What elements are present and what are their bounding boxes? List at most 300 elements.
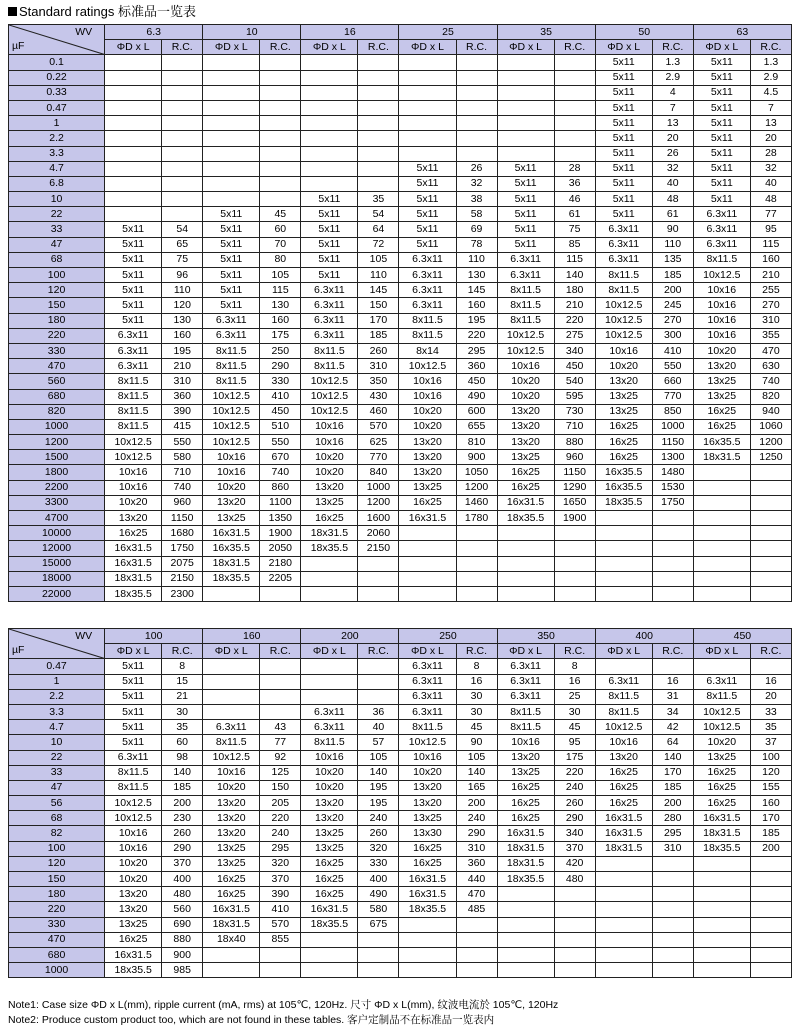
ripple-current-cell	[162, 70, 203, 85]
header-row-columns	[9, 40, 792, 55]
ripple-current-cell: 64	[358, 222, 399, 237]
case-size-cell: 6.3x11	[399, 689, 456, 704]
case-size-cell	[595, 917, 652, 932]
case-size-cell: 5x11	[399, 161, 456, 176]
case-size-cell	[203, 963, 260, 978]
ripple-current-cell	[456, 932, 497, 947]
case-size-cell: 16x25	[693, 765, 750, 780]
ripple-current-cell: 1.3	[750, 55, 791, 70]
ripple-current-cell	[260, 704, 301, 719]
ripple-current-cell: 45	[554, 720, 595, 735]
case-size-cell: 10x12.5	[399, 735, 456, 750]
case-size-cell: 6.3x11	[105, 343, 162, 358]
case-size-cell: 16x25	[105, 932, 162, 947]
case-size-cell	[301, 963, 358, 978]
ripple-current-cell: 200	[162, 796, 203, 811]
case-size-cell: 5x11	[693, 192, 750, 207]
case-size-cell: 13x25	[693, 389, 750, 404]
table-row	[9, 796, 792, 811]
case-size-cell: 6.3x11	[693, 237, 750, 252]
wv-label: WV	[75, 26, 93, 38]
ripple-current-cell	[260, 161, 301, 176]
ripple-current-cell: 655	[456, 419, 497, 434]
ripple-current-cell	[260, 192, 301, 207]
ripple-current-cell: 61	[652, 207, 693, 222]
case-size-cell: 10x16	[693, 313, 750, 328]
ripple-current-cell: 1530	[652, 480, 693, 495]
ripple-current-cell: 240	[358, 811, 399, 826]
case-size-cell: 16x35.5	[203, 541, 260, 556]
case-size-cell: 5x11	[497, 176, 554, 191]
case-size-cell: 8x11.5	[399, 328, 456, 343]
case-size-cell: 6.3x11	[595, 252, 652, 267]
table-row	[9, 947, 792, 962]
table-row	[9, 750, 792, 765]
case-size-cell: 6.3x11	[595, 237, 652, 252]
ripple-current-cell	[456, 146, 497, 161]
capacitance-cell: 820	[9, 404, 105, 419]
case-size-cell: 8x11.5	[497, 298, 554, 313]
ripple-current-cell: 31	[652, 689, 693, 704]
ripple-current-cell	[162, 131, 203, 146]
case-size-cell: 13x25	[203, 511, 260, 526]
case-size-cell: 5x11	[595, 85, 652, 100]
case-size-cell: 5x11	[399, 237, 456, 252]
ripple-current-cell: 72	[358, 237, 399, 252]
ripple-current-cell: 360	[456, 856, 497, 871]
capacitance-cell: 22	[9, 207, 105, 222]
ripple-current-cell: 4.5	[750, 85, 791, 100]
ripple-current-cell: 580	[358, 902, 399, 917]
ripple-current-cell: 45	[456, 720, 497, 735]
ripple-current-cell: 390	[162, 404, 203, 419]
case-size-cell: 10x16	[301, 419, 358, 434]
ripple-current-cell: 1060	[750, 419, 791, 434]
case-size-cell	[595, 659, 652, 674]
ripple-current-cell: 770	[358, 450, 399, 465]
capacitance-cell: 47	[9, 780, 105, 795]
case-size-cell: 13x25	[203, 856, 260, 871]
ripple-current-cell	[358, 161, 399, 176]
ripple-current-cell	[260, 100, 301, 115]
ripple-current-cell: 460	[358, 404, 399, 419]
case-size-cell	[105, 55, 162, 70]
ripple-current-cell: 770	[652, 389, 693, 404]
case-size-cell: 5x11	[595, 70, 652, 85]
capacitance-cell: 150	[9, 872, 105, 887]
case-size-cell: 8x11.5	[301, 359, 358, 374]
ripple-current-cell: 54	[358, 207, 399, 222]
ripple-current-cell: 95	[554, 735, 595, 750]
ripple-current-cell: 300	[652, 328, 693, 343]
ripple-current-cell: 40	[358, 720, 399, 735]
case-size-cell: 13x20	[693, 359, 750, 374]
case-size-cell: 6.3x11	[105, 328, 162, 343]
ripple-current-cell: 58	[456, 207, 497, 222]
case-size-cell: 10x16	[693, 328, 750, 343]
size-column-header: ΦD x L	[301, 644, 358, 659]
case-size-cell	[693, 872, 750, 887]
size-column-header: ΦD x L	[497, 644, 554, 659]
ripple-current-cell	[162, 161, 203, 176]
case-size-cell: 5x11	[301, 207, 358, 222]
ripple-current-cell: 30	[456, 704, 497, 719]
case-size-cell: 10x16	[105, 826, 162, 841]
case-size-cell	[105, 161, 162, 176]
ripple-current-cell: 310	[456, 841, 497, 856]
table-row	[9, 450, 792, 465]
ripple-current-cell: 155	[750, 780, 791, 795]
ripple-current-cell	[260, 689, 301, 704]
ripple-current-cell: 30	[554, 704, 595, 719]
capacitance-cell: 680	[9, 389, 105, 404]
case-size-cell: 5x11	[105, 720, 162, 735]
title-english: Standard ratings	[19, 4, 115, 19]
voltage-header: 16	[301, 25, 399, 40]
case-size-cell	[497, 586, 554, 601]
case-size-cell	[105, 176, 162, 191]
ripple-current-cell: 250	[260, 343, 301, 358]
case-size-cell	[203, 146, 260, 161]
ripple-column-header: R.C.	[260, 644, 301, 659]
table-row	[9, 917, 792, 932]
case-size-cell	[203, 689, 260, 704]
case-size-cell	[693, 571, 750, 586]
capacitance-cell: 6.8	[9, 176, 105, 191]
capacitance-cell: 4.7	[9, 720, 105, 735]
case-size-cell: 10x12.5	[693, 704, 750, 719]
ripple-current-cell	[456, 55, 497, 70]
case-size-cell: 6.3x11	[693, 207, 750, 222]
ripple-current-cell: 730	[554, 404, 595, 419]
case-size-cell: 10x16	[497, 359, 554, 374]
case-size-cell: 16x25	[399, 856, 456, 871]
ripple-current-cell: 38	[456, 192, 497, 207]
case-size-cell: 16x31.5	[693, 811, 750, 826]
ripple-current-cell: 1150	[652, 435, 693, 450]
case-size-cell	[105, 70, 162, 85]
size-column-header: ΦD x L	[301, 40, 358, 55]
ripple-current-cell: 630	[750, 359, 791, 374]
ripple-current-cell: 1250	[750, 450, 791, 465]
table-row	[9, 435, 792, 450]
ripple-current-cell: 1050	[456, 465, 497, 480]
ripple-current-cell: 310	[652, 841, 693, 856]
ripple-current-cell: 415	[162, 419, 203, 434]
ripple-current-cell	[456, 586, 497, 601]
ripple-current-cell: 660	[652, 374, 693, 389]
ripple-current-cell	[260, 85, 301, 100]
voltage-header: 63	[693, 25, 791, 40]
table-row	[9, 70, 792, 85]
case-size-cell: 18x31.5	[497, 841, 554, 856]
case-size-cell: 5x11	[595, 146, 652, 161]
case-size-cell	[693, 480, 750, 495]
case-size-cell: 8x11.5	[497, 704, 554, 719]
case-size-cell: 16x31.5	[203, 902, 260, 917]
ripple-current-cell: 195	[162, 343, 203, 358]
table-row	[9, 704, 792, 719]
ripple-current-cell: 220	[554, 765, 595, 780]
ripple-current-cell: 2075	[162, 556, 203, 571]
uf-label: µF	[12, 644, 25, 657]
case-size-cell: 10x16	[203, 465, 260, 480]
voltage-header: 10	[203, 25, 301, 40]
case-size-cell: 6.3x11	[497, 689, 554, 704]
case-size-cell: 13x20	[105, 887, 162, 902]
case-size-cell	[203, 674, 260, 689]
ripple-current-cell	[162, 116, 203, 131]
ripple-current-cell	[358, 146, 399, 161]
ripple-current-cell: 740	[750, 374, 791, 389]
capacitance-cell: 470	[9, 932, 105, 947]
case-size-cell: 16x25	[595, 796, 652, 811]
ripple-current-cell: 370	[554, 841, 595, 856]
case-size-cell	[497, 932, 554, 947]
case-size-cell	[301, 100, 358, 115]
case-size-cell: 10x20	[203, 780, 260, 795]
ripple-current-cell: 370	[162, 856, 203, 871]
ripple-current-cell	[456, 917, 497, 932]
ripple-current-cell	[750, 872, 791, 887]
ripple-current-cell: 54	[162, 222, 203, 237]
case-size-cell	[399, 917, 456, 932]
ripple-current-cell	[750, 541, 791, 556]
capacitance-cell: 22000	[9, 586, 105, 601]
ripple-current-cell: 25	[554, 689, 595, 704]
ripple-current-cell	[652, 586, 693, 601]
case-size-cell: 8x11.5	[203, 343, 260, 358]
case-size-cell	[301, 85, 358, 100]
ripple-current-cell: 16	[750, 674, 791, 689]
voltage-header: 50	[595, 25, 693, 40]
case-size-cell: 16x31.5	[301, 902, 358, 917]
capacitance-cell: 120	[9, 283, 105, 298]
ripple-current-cell: 1750	[162, 541, 203, 556]
case-size-cell: 10x16	[399, 389, 456, 404]
ripple-current-cell: 550	[652, 359, 693, 374]
header-row-columns	[9, 644, 792, 659]
size-column-header: ΦD x L	[693, 40, 750, 55]
case-size-cell: 5x11	[301, 237, 358, 252]
ripple-current-cell	[358, 947, 399, 962]
ripple-current-cell: 195	[456, 313, 497, 328]
ripple-current-cell	[554, 902, 595, 917]
ripple-current-cell: 210	[750, 268, 791, 283]
ripple-current-cell	[358, 55, 399, 70]
title-chinese: 标准品一览表	[118, 4, 197, 19]
ripple-current-cell: 120	[750, 765, 791, 780]
ripple-current-cell	[456, 116, 497, 131]
case-size-cell: 10x20	[595, 359, 652, 374]
ripple-current-cell: 4	[652, 85, 693, 100]
case-size-cell: 13x25	[301, 826, 358, 841]
ripple-current-cell: 400	[358, 872, 399, 887]
ripple-current-cell: 200	[652, 283, 693, 298]
ripple-current-cell: 840	[358, 465, 399, 480]
ripple-current-cell: 570	[358, 419, 399, 434]
ripple-column-header: R.C.	[750, 40, 791, 55]
ripple-current-cell: 230	[162, 811, 203, 826]
size-column-header: ΦD x L	[105, 644, 162, 659]
case-size-cell	[301, 947, 358, 962]
ripple-current-cell	[260, 176, 301, 191]
case-size-cell: 10x20	[203, 480, 260, 495]
case-size-cell: 13x25	[693, 374, 750, 389]
table-row	[9, 902, 792, 917]
table-row	[9, 811, 792, 826]
ripple-current-cell: 340	[554, 826, 595, 841]
ripple-current-cell: 160	[162, 328, 203, 343]
case-size-cell: 16x25	[497, 796, 554, 811]
case-size-cell: 18x35.5	[301, 917, 358, 932]
ripple-current-cell: 2150	[358, 541, 399, 556]
case-size-cell: 10x12.5	[301, 404, 358, 419]
capacitance-cell: 4.7	[9, 161, 105, 176]
case-size-cell: 13x20	[301, 796, 358, 811]
ripple-current-cell: 145	[358, 283, 399, 298]
case-size-cell: 13x25	[301, 495, 358, 510]
case-size-cell	[399, 571, 456, 586]
case-size-cell: 8x14	[399, 343, 456, 358]
ripple-current-cell: 1750	[652, 495, 693, 510]
ripple-current-cell	[554, 887, 595, 902]
ripple-current-cell	[554, 963, 595, 978]
capacitance-cell: 3.3	[9, 146, 105, 161]
ripple-current-cell: 450	[456, 374, 497, 389]
case-size-cell: 13x20	[399, 450, 456, 465]
case-size-cell	[105, 207, 162, 222]
case-size-cell: 10x20	[301, 465, 358, 480]
table-row	[9, 765, 792, 780]
case-size-cell: 5x11	[497, 222, 554, 237]
case-size-cell	[203, 85, 260, 100]
capacitance-cell: 220	[9, 328, 105, 343]
ripple-current-cell	[750, 917, 791, 932]
ripple-current-cell: 450	[260, 404, 301, 419]
table-row	[9, 237, 792, 252]
ripple-current-cell	[456, 556, 497, 571]
case-size-cell: 10x12.5	[105, 450, 162, 465]
case-size-cell: 8x11.5	[399, 313, 456, 328]
ripple-current-cell: 470	[456, 887, 497, 902]
ripple-current-cell	[260, 586, 301, 601]
ripple-current-cell	[652, 887, 693, 902]
case-size-cell: 10x12.5	[497, 328, 554, 343]
case-size-cell	[203, 70, 260, 85]
ripple-current-cell: 160	[260, 313, 301, 328]
ripple-current-cell: 160	[456, 298, 497, 313]
ripple-current-cell: 170	[358, 313, 399, 328]
ripple-current-cell: 355	[750, 328, 791, 343]
ripple-current-cell: 340	[554, 343, 595, 358]
ripple-current-cell	[358, 689, 399, 704]
ripple-current-cell: 140	[652, 750, 693, 765]
ripple-current-cell	[260, 659, 301, 674]
case-size-cell	[595, 586, 652, 601]
case-size-cell: 10x12.5	[203, 750, 260, 765]
case-size-cell: 16x35.5	[595, 465, 652, 480]
case-size-cell: 16x35.5	[693, 435, 750, 450]
table-row	[9, 222, 792, 237]
ripple-current-cell	[260, 963, 301, 978]
case-size-cell	[693, 856, 750, 871]
ripple-current-cell: 120	[162, 298, 203, 313]
case-size-cell: 5x11	[105, 252, 162, 267]
case-size-cell: 8x11.5	[105, 780, 162, 795]
ripple-current-cell: 580	[162, 450, 203, 465]
case-size-cell: 5x11	[301, 192, 358, 207]
case-size-cell: 18x35.5	[595, 495, 652, 510]
case-size-cell: 5x11	[203, 298, 260, 313]
case-size-cell	[693, 495, 750, 510]
ripple-column-header: R.C.	[750, 644, 791, 659]
ripple-current-cell	[162, 55, 203, 70]
ripple-current-cell	[456, 963, 497, 978]
case-size-cell: 5x11	[399, 207, 456, 222]
case-size-cell: 10x12.5	[595, 328, 652, 343]
case-size-cell: 6.3x11	[301, 720, 358, 735]
ripple-current-cell	[554, 571, 595, 586]
ripple-current-cell: 470	[750, 343, 791, 358]
ripple-current-cell: 21	[162, 689, 203, 704]
ripple-current-cell: 105	[260, 268, 301, 283]
ripple-current-cell	[554, 932, 595, 947]
ripple-current-cell: 1200	[358, 495, 399, 510]
case-size-cell: 16x25	[301, 856, 358, 871]
case-size-cell: 13x20	[497, 435, 554, 450]
case-size-cell	[595, 932, 652, 947]
case-size-cell: 10x16	[399, 750, 456, 765]
ripple-current-cell: 65	[162, 237, 203, 252]
case-size-cell	[497, 902, 554, 917]
case-size-cell: 16x25	[595, 435, 652, 450]
ripple-current-cell	[750, 856, 791, 871]
case-size-cell	[595, 571, 652, 586]
ripple-current-cell: 46	[554, 192, 595, 207]
case-size-cell	[595, 902, 652, 917]
case-size-cell: 5x11	[497, 207, 554, 222]
case-size-cell	[497, 131, 554, 146]
case-size-cell: 16x25	[105, 526, 162, 541]
ripple-current-cell: 43	[260, 720, 301, 735]
case-size-cell: 5x11	[105, 222, 162, 237]
case-size-cell: 10x12.5	[301, 374, 358, 389]
case-size-cell: 16x25	[595, 450, 652, 465]
ripple-current-cell: 240	[554, 780, 595, 795]
case-size-cell: 10x20	[497, 374, 554, 389]
case-size-cell: 16x25	[399, 841, 456, 856]
case-size-cell: 6.3x11	[595, 674, 652, 689]
ripple-current-cell	[554, 917, 595, 932]
case-size-cell	[301, 659, 358, 674]
case-size-cell: 13x25	[595, 404, 652, 419]
ripple-current-cell: 1100	[260, 495, 301, 510]
case-size-cell	[203, 116, 260, 131]
table-row	[9, 298, 792, 313]
case-size-cell: 16x25	[693, 780, 750, 795]
case-size-cell: 16x31.5	[105, 947, 162, 962]
ripple-current-cell: 30	[162, 704, 203, 719]
case-size-cell	[595, 526, 652, 541]
case-size-cell: 6.3x11	[399, 283, 456, 298]
ripple-current-cell: 32	[750, 161, 791, 176]
case-size-cell: 10x12.5	[203, 389, 260, 404]
case-size-cell	[595, 872, 652, 887]
capacitance-cell: 22	[9, 750, 105, 765]
case-size-cell	[497, 963, 554, 978]
ripple-current-cell	[652, 856, 693, 871]
